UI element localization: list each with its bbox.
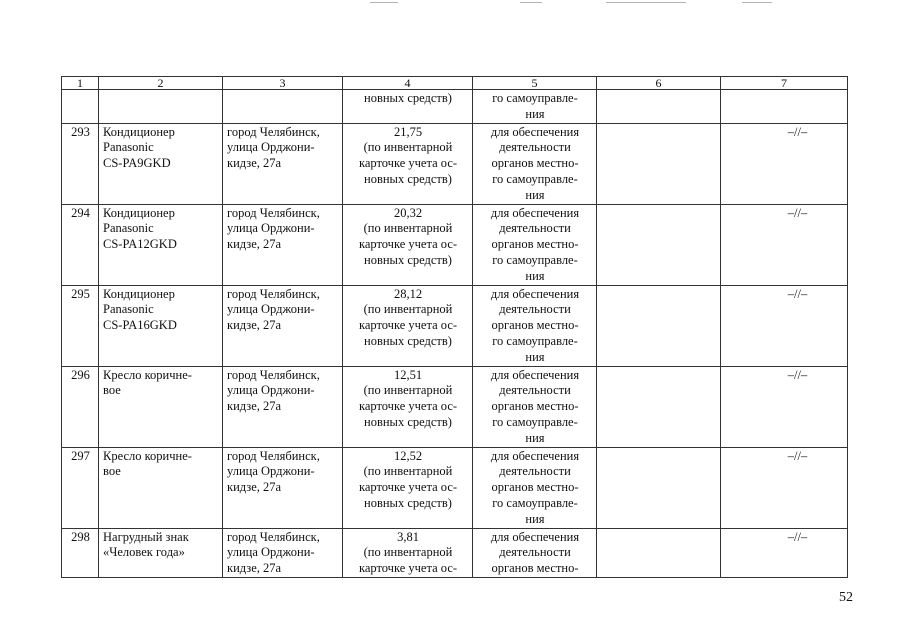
column-number-cell: 3	[223, 77, 343, 90]
row-number-cell: 298	[62, 528, 99, 577]
purpose-cell-line: органов местно-	[491, 399, 579, 414]
column-number-cell: 1	[62, 77, 99, 90]
ditto-cell: –//–	[721, 528, 848, 577]
item-name-cell-line: вое	[103, 383, 121, 398]
value-cell-line: 20,32	[393, 205, 423, 220]
value-cell	[343, 90, 473, 124]
address-cell-line: кидзе, 27а	[227, 318, 282, 333]
column-6-cell	[597, 528, 721, 577]
value-cell-line: новных средств)	[364, 495, 452, 510]
purpose-cell-line: го самоуправле-	[492, 252, 578, 267]
row-number-cell: 294	[62, 204, 99, 285]
item-name-cell-line: «Человек года»	[103, 545, 185, 560]
value-cell	[343, 528, 473, 577]
table-row	[62, 528, 848, 577]
ditto-cell: –//–	[721, 447, 848, 528]
purpose-cell-line: го самоуправле-	[492, 333, 578, 348]
row-number-cell: 297	[62, 447, 99, 528]
value-cell-line: (по инвентарной	[363, 221, 453, 236]
purpose-cell-line: для обеспечения	[490, 286, 580, 301]
value-cell-line: карточке учета ос-	[358, 480, 458, 495]
item-name-cell-line: вое	[103, 464, 121, 479]
purpose-cell-line: для обеспечения	[490, 448, 580, 463]
item-name-cell-line: Кондиционер	[103, 286, 175, 301]
address-cell-line: город Челябинск,	[227, 367, 320, 382]
address-cell-line: кидзе, 27а	[227, 480, 282, 495]
value-cell-line: карточке учета ос-	[358, 399, 458, 414]
purpose-cell-line: ния	[525, 430, 545, 445]
value-cell	[343, 204, 473, 285]
row-number-cell: 296	[62, 366, 99, 447]
column-number-cell: 4	[343, 77, 473, 90]
value-cell-line: карточке учета ос-	[358, 237, 458, 252]
column-number-cell: 5	[473, 77, 597, 90]
address-cell	[223, 123, 343, 204]
item-name-cell-line: Кондиционер	[103, 205, 175, 220]
value-cell-line: (по инвентарной	[363, 140, 453, 155]
column-number-cell: 7	[721, 77, 848, 90]
value-cell-line: новных средств)	[364, 252, 452, 267]
address-cell-line: кидзе, 27а	[227, 156, 282, 171]
empty-cell	[597, 90, 721, 124]
address-cell-line: кидзе, 27а	[227, 561, 282, 576]
address-cell	[223, 447, 343, 528]
ditto-cell: –//–	[721, 204, 848, 285]
value-cell-line: новных средств)	[364, 333, 452, 348]
item-name-cell	[99, 204, 223, 285]
address-cell	[223, 528, 343, 577]
table-row	[62, 204, 848, 285]
purpose-cell-line: ния	[525, 187, 545, 202]
value-cell-line: (по инвентарной	[363, 302, 453, 317]
column-number-cell: 6	[597, 77, 721, 90]
purpose-cell-line: деятельности	[499, 545, 571, 560]
ditto-cell: –//–	[721, 366, 848, 447]
address-cell-line: город Челябинск,	[227, 286, 320, 301]
ditto-cell: –//–	[721, 123, 848, 204]
value-cell-line: карточке учета ос-	[358, 156, 458, 171]
purpose-cell-line: деятельности	[499, 464, 571, 479]
item-name-cell	[99, 447, 223, 528]
value-cell-line: (по инвентарной	[363, 464, 453, 479]
purpose-cell-line: деятельности	[499, 302, 571, 317]
item-name-cell-line: Panasonic	[103, 140, 154, 155]
address-cell	[223, 285, 343, 366]
address-cell-line: улица Орджони-	[227, 545, 315, 560]
purpose-cell-line: органов местно-	[491, 561, 579, 576]
purpose-cell-line: для обеспечения	[490, 124, 580, 139]
purpose-cell-line: ния	[525, 349, 545, 364]
row-number-cell: 295	[62, 285, 99, 366]
address-cell	[223, 204, 343, 285]
item-name-cell-line: CS-PA16GKD	[103, 318, 177, 333]
purpose-cell-line: для обеспечения	[490, 367, 580, 382]
ditto-cell: –//–	[721, 285, 848, 366]
value-cell	[343, 123, 473, 204]
address-cell-line: город Челябинск,	[227, 124, 320, 139]
purpose-cell	[473, 123, 597, 204]
value-cell-line: (по инвентарной	[363, 383, 453, 398]
column-6-cell	[597, 123, 721, 204]
address-cell-line: улица Орджони-	[227, 140, 315, 155]
purpose-cell	[473, 447, 597, 528]
empty-cell	[223, 90, 343, 124]
value-cell	[343, 366, 473, 447]
purpose-cell	[473, 366, 597, 447]
purpose-cell-line: ния	[525, 268, 545, 283]
item-name-cell-line: CS-PA9GKD	[103, 156, 171, 171]
table-row	[62, 123, 848, 204]
value-cell-line: 21,75	[393, 124, 423, 139]
page-number: 52	[839, 590, 853, 605]
column-6-cell	[597, 204, 721, 285]
purpose-cell-line: ния	[525, 511, 545, 526]
item-name-cell-line: Нагрудный знак	[103, 529, 189, 544]
purpose-cell	[473, 285, 597, 366]
purpose-cell-line: органов местно-	[491, 237, 579, 252]
address-cell	[223, 366, 343, 447]
item-name-cell-line: Panasonic	[103, 221, 154, 236]
item-name-cell-line: Кресло коричне-	[103, 367, 192, 382]
value-cell-line: 12,51	[393, 367, 423, 382]
address-cell-line: город Челябинск,	[227, 529, 320, 544]
purpose-cell	[473, 528, 597, 577]
purpose-cell-line: для обеспечения	[490, 529, 580, 544]
continuation-row	[62, 90, 848, 124]
purpose-cell-line: органов местно-	[491, 480, 579, 495]
item-name-cell-line: Кондиционер	[103, 124, 175, 139]
column-number-cell: 2	[99, 77, 223, 90]
purpose-cell-line: для обеспечения	[490, 205, 580, 220]
item-name-cell	[99, 123, 223, 204]
value-cell-line: новных средств)	[364, 414, 452, 429]
purpose-cell-line: го самоуправле-	[492, 414, 578, 429]
address-cell-line: улица Орджони-	[227, 383, 315, 398]
value-cell-line: карточке учета ос-	[358, 561, 458, 576]
address-cell-line: город Челябинск,	[227, 205, 320, 220]
item-name-cell-line: Panasonic	[103, 302, 154, 317]
item-name-cell-line: Кресло коричне-	[103, 448, 192, 463]
value-cell-line: карточке учета ос-	[358, 318, 458, 333]
item-name-cell	[99, 285, 223, 366]
purpose-cell-line: деятельности	[499, 221, 571, 236]
value-cell	[343, 447, 473, 528]
address-cell-line: улица Орджони-	[227, 302, 315, 317]
item-name-cell	[99, 366, 223, 447]
address-cell-line: кидзе, 27а	[227, 237, 282, 252]
value-cell-line: 28,12	[393, 286, 423, 301]
address-cell-line: улица Орджони-	[227, 464, 315, 479]
column-number-row	[62, 77, 848, 90]
column-6-cell	[597, 366, 721, 447]
purpose-cell-line: органов местно-	[491, 318, 579, 333]
purpose-cell-line: деятельности	[499, 383, 571, 398]
value-cell	[343, 285, 473, 366]
table-row	[62, 285, 848, 366]
value-cell-line: 12,52	[393, 448, 423, 463]
value-cell-line: новных средств)	[364, 91, 452, 105]
empty-cell	[99, 90, 223, 124]
purpose-cell	[473, 204, 597, 285]
value-cell-line: (по инвентарной	[363, 545, 453, 560]
empty-cell	[721, 90, 848, 124]
column-6-cell	[597, 447, 721, 528]
purpose-cell-line: го самоуправле-	[492, 495, 578, 510]
scan-artifacts	[0, 0, 905, 8]
value-cell-line: 3,81	[397, 529, 419, 544]
table-row	[62, 366, 848, 447]
address-cell-line: город Челябинск,	[227, 448, 320, 463]
property-registry-table	[61, 76, 848, 578]
purpose-cell-line: деятельности	[499, 140, 571, 155]
item-name-cell-line: CS-PA12GKD	[103, 237, 177, 252]
purpose-cell	[473, 90, 597, 124]
purpose-cell-line: го самоуправле-	[492, 91, 578, 105]
address-cell-line: кидзе, 27а	[227, 399, 282, 414]
empty-cell	[62, 90, 99, 124]
purpose-cell-line: ния	[525, 106, 545, 121]
table-row	[62, 447, 848, 528]
purpose-cell-line: органов местно-	[491, 156, 579, 171]
column-6-cell	[597, 285, 721, 366]
row-number-cell: 293	[62, 123, 99, 204]
purpose-cell-line: го самоуправле-	[492, 171, 578, 186]
address-cell-line: улица Орджони-	[227, 221, 315, 236]
value-cell-line: новных средств)	[364, 171, 452, 186]
item-name-cell	[99, 528, 223, 577]
